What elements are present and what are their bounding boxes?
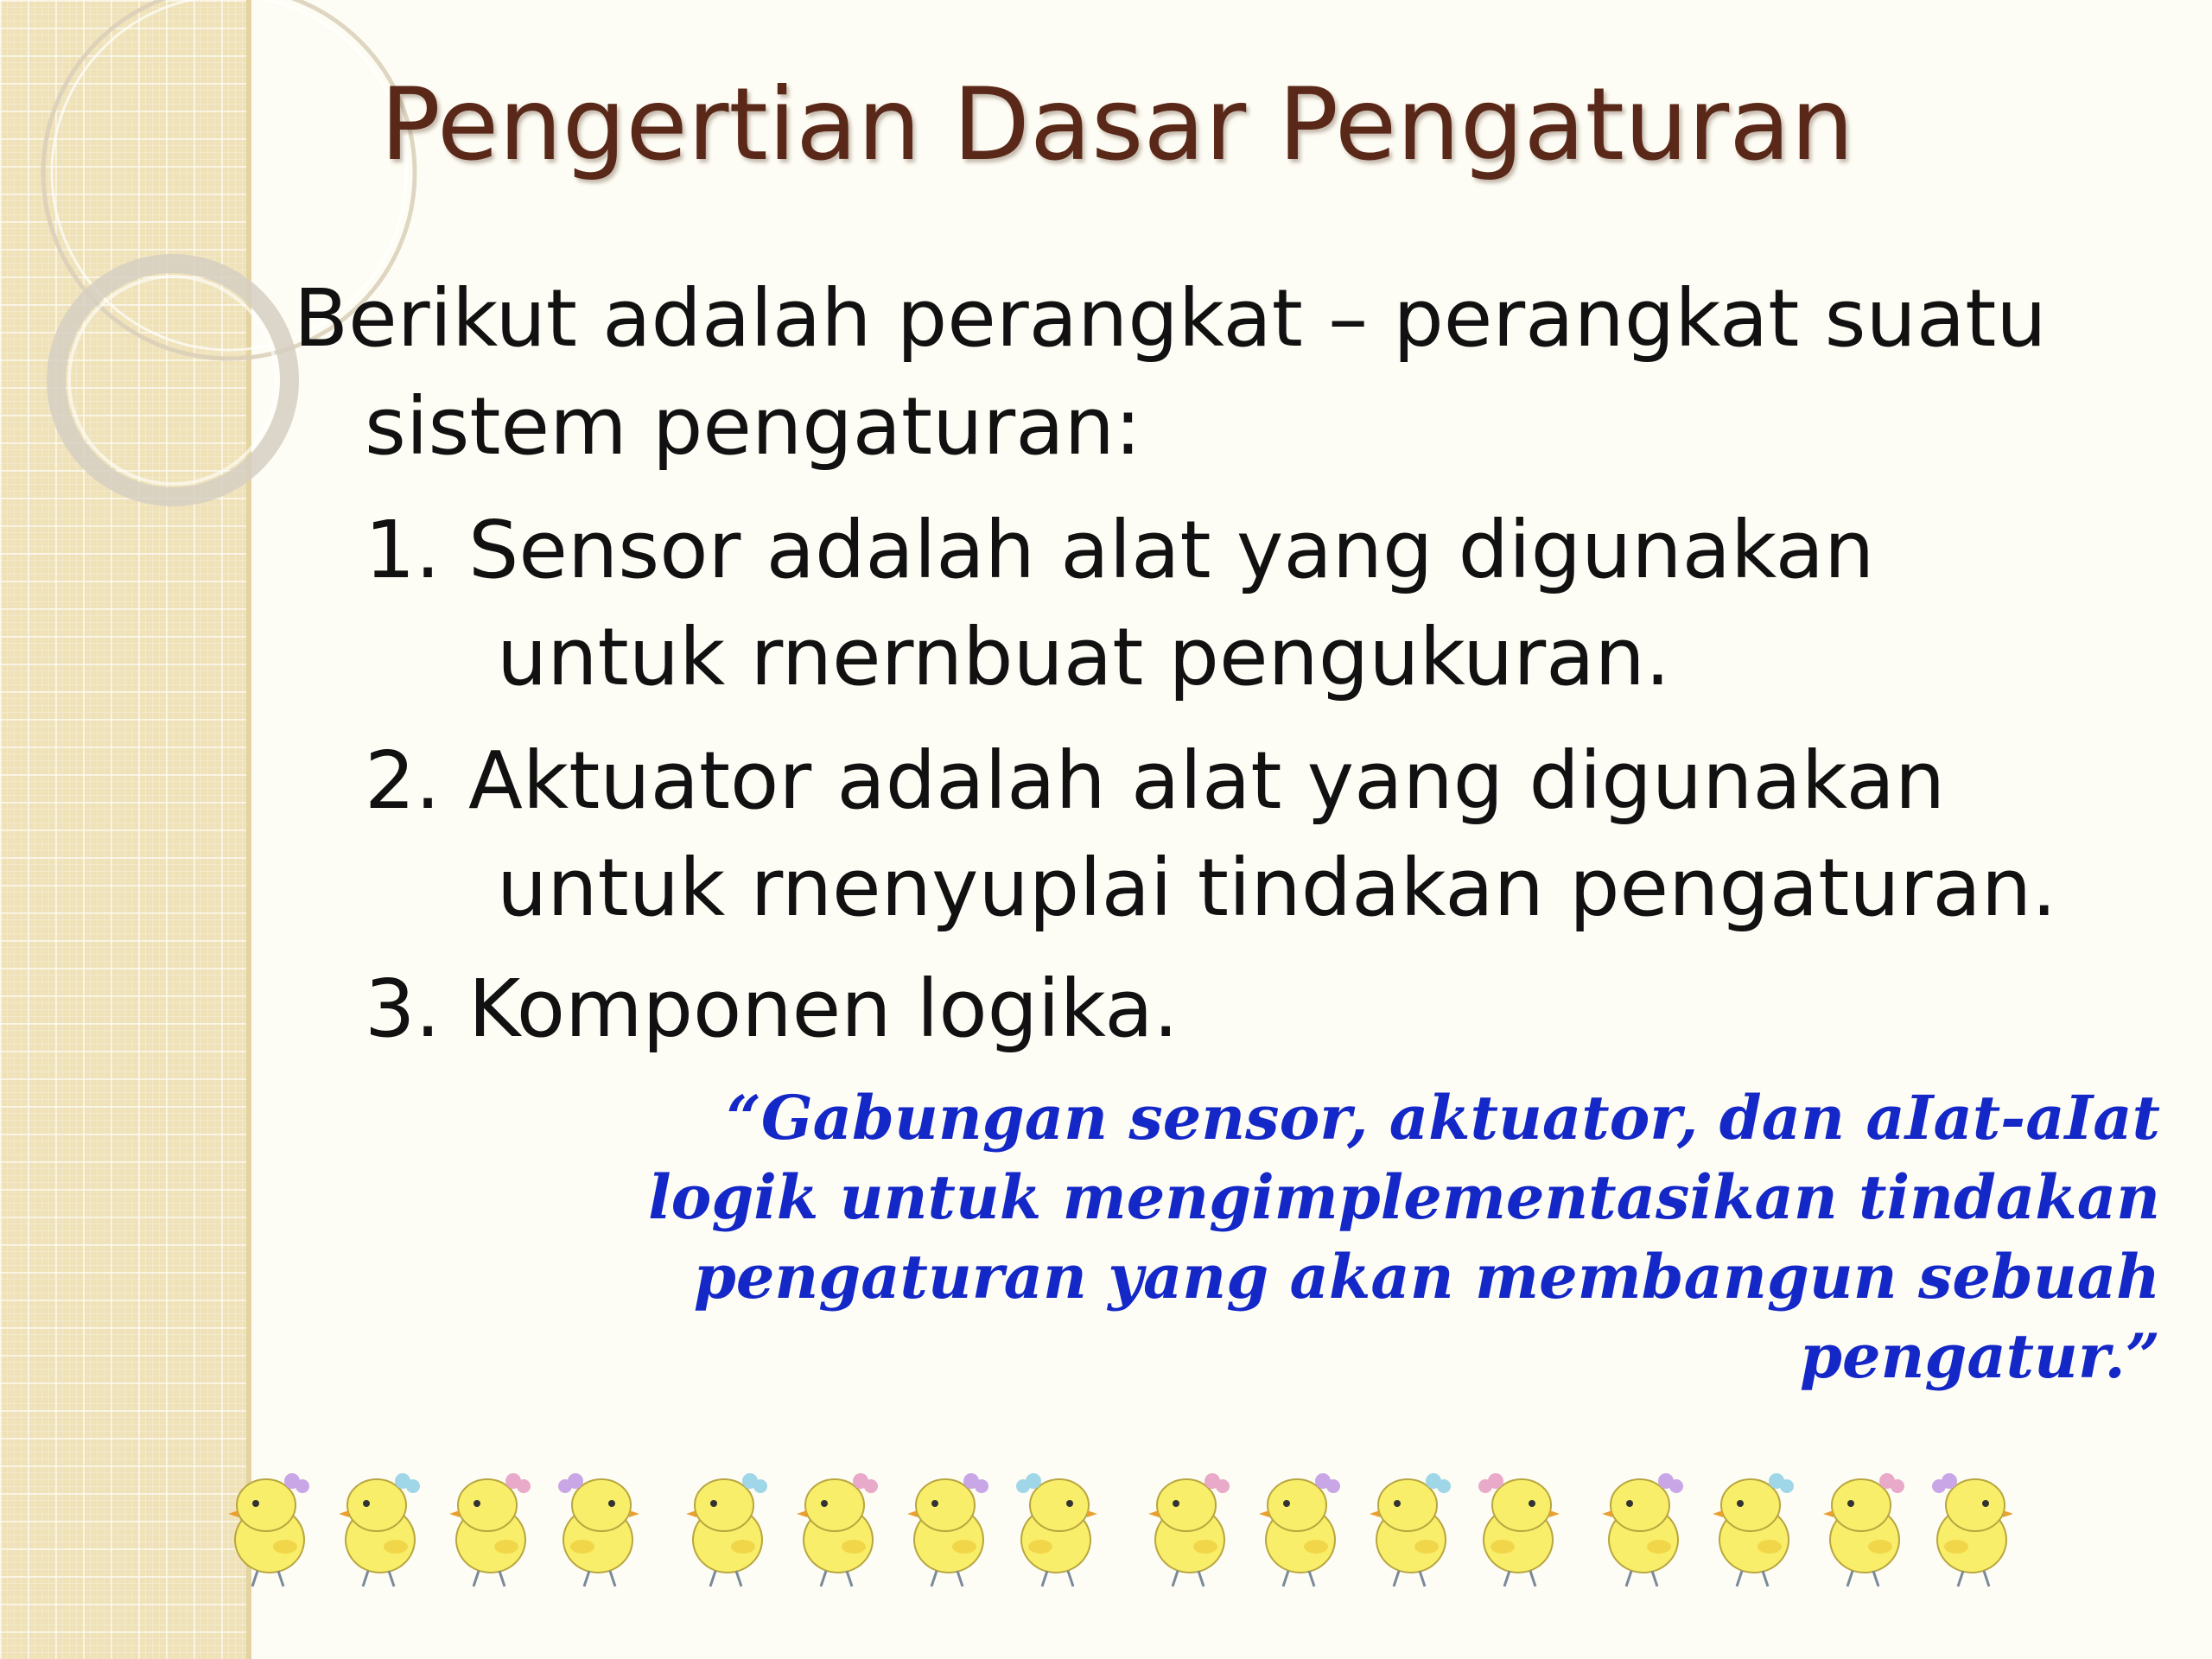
chick-icon xyxy=(1468,1460,1572,1590)
intro-line-2: sistem pengaturan: xyxy=(365,380,1141,473)
chick-icon xyxy=(674,1460,778,1590)
chick-icon xyxy=(1006,1460,1109,1590)
list-item-2 xyxy=(365,726,2212,836)
list-item-3 xyxy=(365,954,2212,1065)
chick-icon xyxy=(437,1460,541,1590)
list-item-2-continuation: untuk rnenyuplai tindakan pengaturan. xyxy=(497,842,2057,934)
slide-title: Pengertian Dasar Pengaturan xyxy=(380,67,1854,183)
chick-icon xyxy=(895,1460,999,1590)
chick-icon xyxy=(1590,1460,1694,1590)
chick-icon xyxy=(216,1460,320,1590)
chick-icon xyxy=(1700,1460,1804,1590)
chick-border xyxy=(216,1460,2031,1599)
quote-line-3: pengaturan yang akan membangun sebuah xyxy=(693,1241,2160,1313)
chick-icon xyxy=(1136,1460,1240,1590)
list-item-1-number: 1. xyxy=(365,504,441,596)
chick-icon xyxy=(327,1460,430,1590)
chick-icon xyxy=(785,1460,888,1590)
list-item-2-text: Aktuator adalah alat yang digunakan xyxy=(468,734,1946,827)
chick-icon xyxy=(1247,1460,1351,1590)
chick-icon xyxy=(1357,1460,1461,1590)
definition-quote xyxy=(363,1078,2160,1396)
chick-icon xyxy=(1922,1460,2025,1590)
chick-icon xyxy=(1811,1460,1915,1590)
list-item-2-number: 2. xyxy=(365,734,441,827)
chick-icon xyxy=(548,1460,652,1590)
quote-line-2: logik untuk mengimplementasikan tindakan xyxy=(648,1161,2160,1233)
list-item-3-text: Komponen logika. xyxy=(468,963,1179,1055)
list-item-1-continuation: untuk rnernbuat pengukuran. xyxy=(497,611,1671,703)
list-item-1-text: Sensor adalah alat yang digunakan xyxy=(468,504,1875,596)
list-item-3-number: 3. xyxy=(365,963,441,1055)
quote-line-4: pengatur.” xyxy=(1800,1320,2160,1392)
intro-line-1: Berikut adalah perangkat – perangkat suatu xyxy=(294,272,2047,365)
list-item-1 xyxy=(365,495,2212,606)
quote-line-1: “Gabungan sensor, aktuator, dan aIat-aIat xyxy=(726,1082,2160,1154)
